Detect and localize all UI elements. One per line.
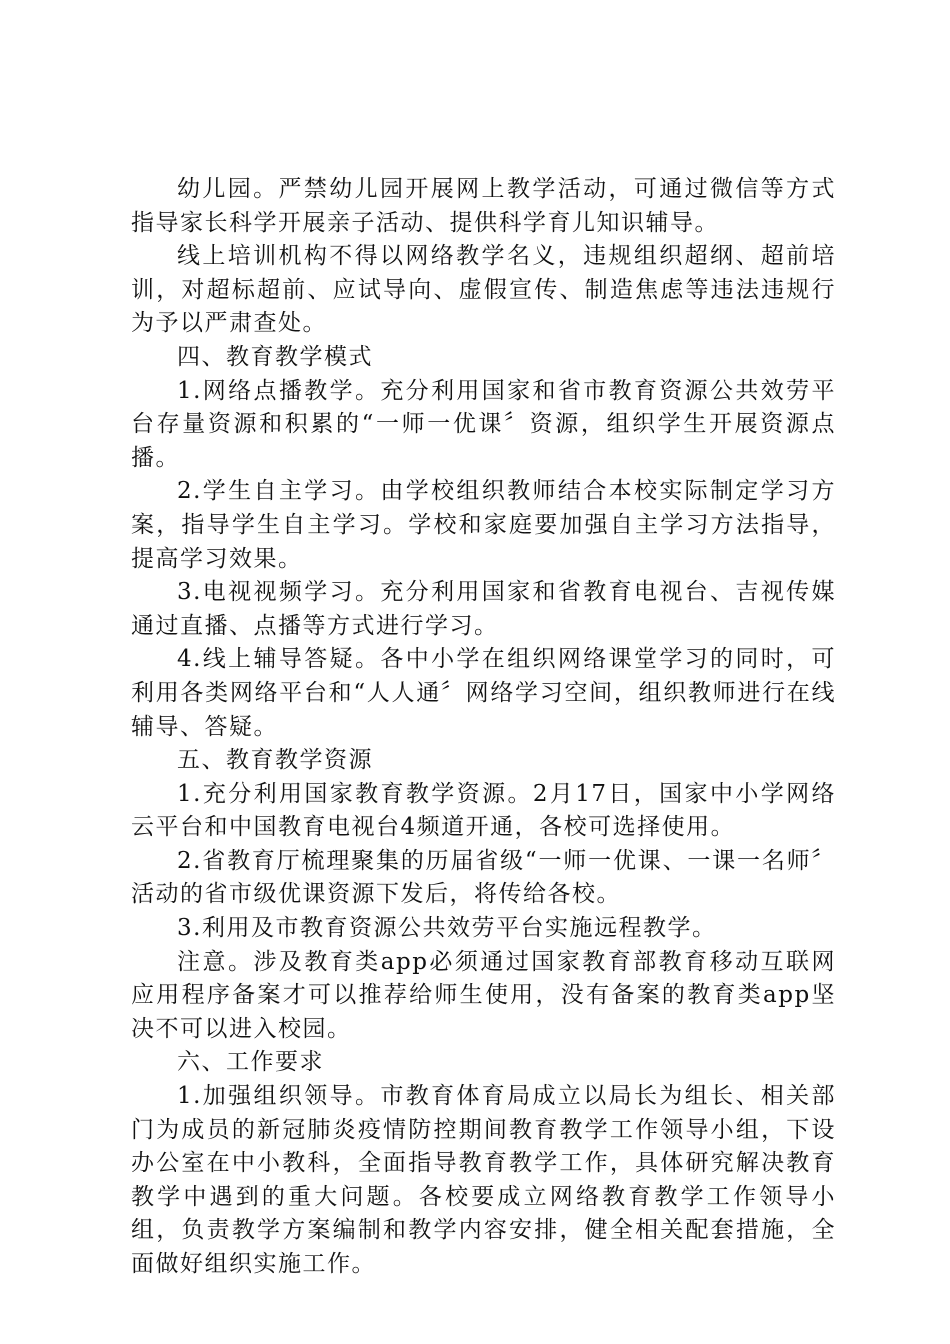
paragraph-online-tutoring: 4.线上辅导答疑。各中小学在组织网络课堂学习的同时，可利用各类网络平台和“人人通〞网络学习空间，组织教师进行在线辅导、答疑。 [131,646,836,740]
section-heading-work-requirements: 六、工作要求 [177,1049,324,1076]
paragraph-network-vod: 1.网络点播教学。充分利用国家和省市教育资源公共效劳平台存量资源和积累的“一师一优课〞资源，组织学生开展资源点播。 [131,377,836,471]
paragraph-kindergarten: 幼儿园。严禁幼儿园开展网上教学活动，可通过微信等方式指导家长科学开展亲子活动、提供科学育儿知识辅导。 [131,176,836,236]
paragraph-app-notice: 注意。涉及教育类app必须通过国家教育部教育移动互联网应用程序备案才可以推荐给师生使用，没有备案的教育类app坚决不可以进入校园。 [131,948,836,1042]
paragraph-tv-video: 3.电视视频学习。充分利用国家和省教育电视台、吉视传媒通过直播、点播等方式进行学习。 [131,579,836,639]
document-body [131,173,836,1282]
section-heading-teaching-resources: 五、教育教学资源 [177,747,373,774]
paragraph-remote-teaching: 3.利用及市教育资源公共效劳平台实施远程教学。 [177,915,717,942]
paragraph-leadership: 1.加强组织领导。市教育体育局成立以局长为组长、相关部门为成员的新冠肺炎疫情防控期间教育教学工作领导小组，下设办公室在中小教科，全面指导教育教学工作，具体研究解决教育教学中遇到的重大问题。各校要成立网络教育教学工作领导小组，负责教学方案编制和教学内容安排，健全相关配套措施，全面做好组织实施工作。 [131,1083,836,1277]
section-heading-teaching-mode: 四、教育教学模式 [177,343,373,370]
paragraph-self-study: 2.学生自主学习。由学校组织教师结合本校实际制定学习方案，指导学生自主学习。学校和家庭要加强自主学习方法指导，提高学习效果。 [131,478,836,572]
paragraph-national-resources: 1.充分利用国家教育教学资源。2月17日，国家中小学网络云平台和中国教育电视台4频道开通，各校可选择使用。 [131,780,836,841]
paragraph-online-training: 线上培训机构不得以网络教学名义，违规组织超纲、超前培训，对超标超前、应试导向、虚假宣传、制造焦虑等违法违规行为予以严肃查处。 [131,243,836,337]
paragraph-provincial-resources: 2.省教育厅梳理聚集的历届省级“一师一优课、一课一名师〞活动的省市级优课资源下发后，将传给各校。 [131,847,836,908]
